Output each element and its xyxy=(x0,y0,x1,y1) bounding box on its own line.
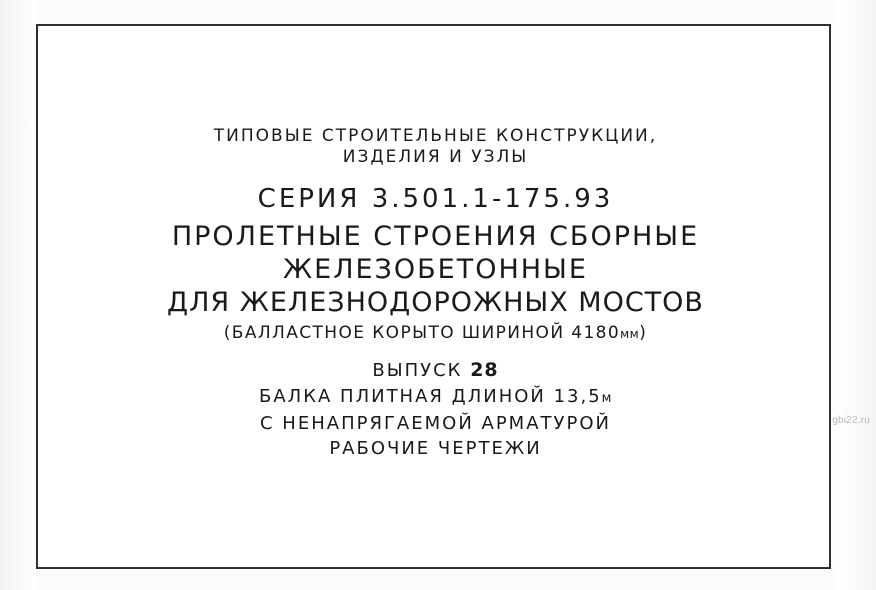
subtitle-line-3: РАБОЧИЕ ЧЕРТЕЖИ xyxy=(329,438,542,459)
subtitle-line-1-text: БАЛКА ПЛИТНАЯ ДЛИНОЙ 13,5 xyxy=(259,386,602,407)
title-line-3: ДЛЯ ЖЕЛЕЗНОДОРОЖНЫХ МОСТОВ xyxy=(167,287,704,318)
issue-line xyxy=(38,357,833,384)
scan-margin-top xyxy=(0,0,876,24)
subtitle-line-2: С НЕНАПРЯГАЕМОЙ АРМАТУРОЙ xyxy=(260,413,611,434)
heading-line-2: ИЗДЕЛИЯ И УЗЛЫ xyxy=(342,147,529,167)
issue-number: 28 xyxy=(470,359,499,381)
series-designation: СЕРИЯ 3.501.1-175.93 xyxy=(257,184,614,214)
subtitle-line-1 xyxy=(38,384,833,411)
ballast-trough-note-text: (БАЛЛАСТНОЕ КОРЫТО ШИРИНОЙ 4180 xyxy=(223,323,621,343)
title-block xyxy=(38,126,833,461)
heading-line-1: ТИПОВЫЕ СТРОИТЕЛЬНЫЕ КОНСТРУКЦИИ, xyxy=(213,126,658,146)
ballast-trough-note xyxy=(38,322,833,345)
issue-label: ВЫПУСК xyxy=(372,360,463,381)
scan-margin-bottom xyxy=(0,569,876,590)
title-line-1: ПРОЛЕТНЫЕ СТРОЕНИЯ СБОРНЫЕ xyxy=(171,221,700,252)
ballast-trough-note-unit: мм xyxy=(620,327,640,341)
ballast-trough-note-tail: ) xyxy=(639,323,648,343)
document-border-frame xyxy=(36,24,831,569)
title-line-2: ЖЕЛЕЗОБЕТОННЫЕ xyxy=(283,254,588,285)
scan-margin-right xyxy=(836,0,876,590)
scan-margin-left xyxy=(0,0,36,590)
subtitle-line-1-unit: м xyxy=(601,391,612,406)
watermark-text: gbi22.ru xyxy=(832,415,870,426)
